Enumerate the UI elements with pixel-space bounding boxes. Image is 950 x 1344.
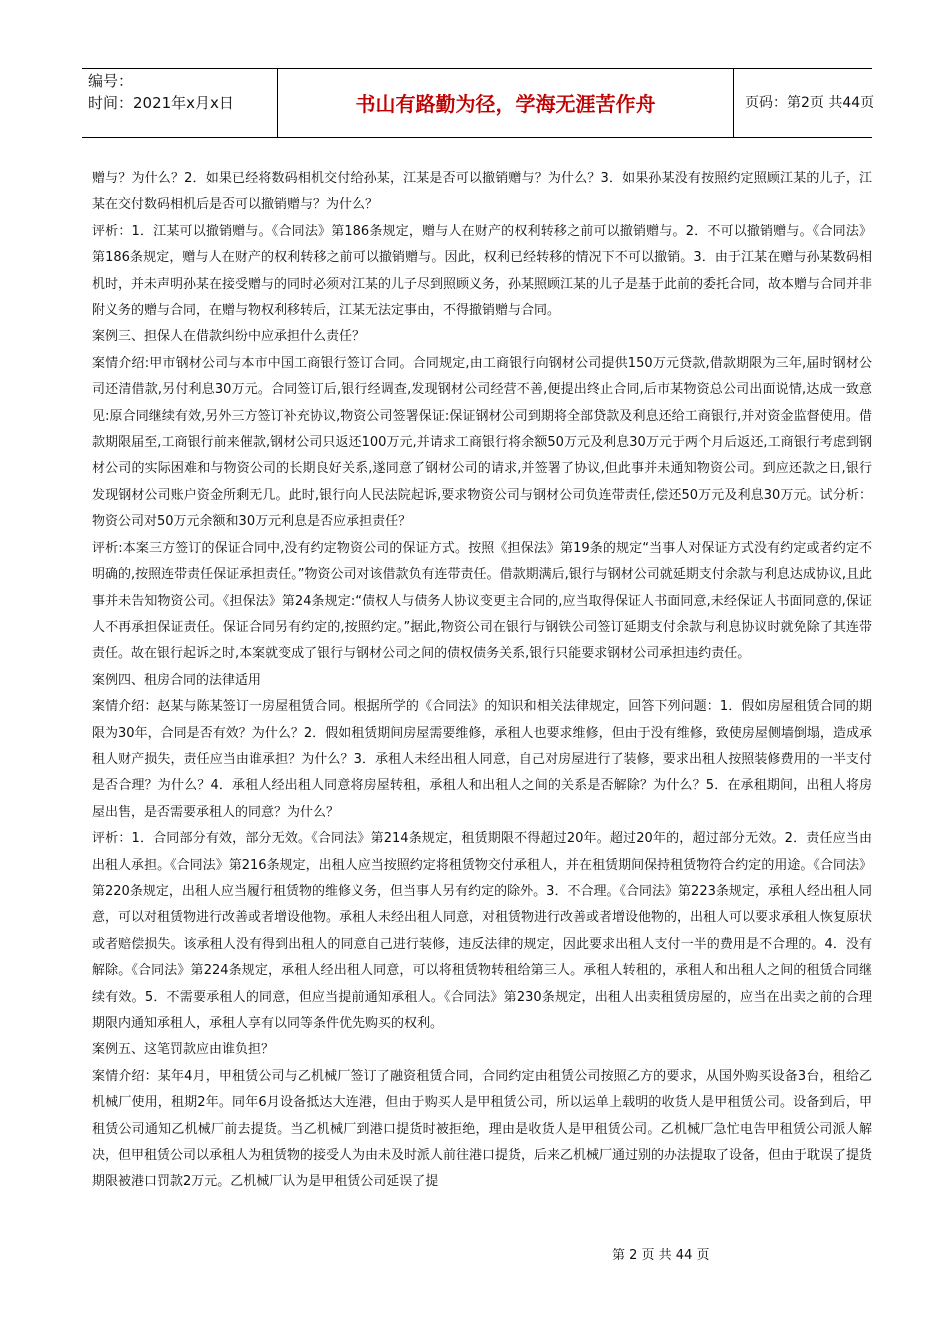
paragraph-case3-analysis: 评析:本案三方签订的保证合同中,没有约定物资公司的保证方式。按照《担保法》第19条的规定“当事人对保证方式没有约定或者约定不明确的,按照连带责任保证承担责任。”物资公司对该借款负有连带责任。借款期满后,银行与钢材公司就延期支付余款与利息达成协议,且此事并未告知物资公司。《担保法》第24条规定:“债权人与债务人协议变更主合同的,应当取得保证人书面同意,未经保证人书面同意的,保证人不再承担保证责任。保证合同另有约定的,按照约定。”据此,物资公司在银行与钢铁公司签订延期支付余款与利息协议时就免除了其连带责任。故在银行起诉之时,本案就变成了银行与钢材公司之间的债权债务关系,银行只能要求钢材公司承担违约责任。 — [92, 540, 872, 662]
header-page-info: 页码：第2页 共44页 — [745, 95, 875, 111]
page-footer: 第 2 页 共 44 页 — [612, 1248, 710, 1263]
paragraph-case3-facts: 案情介绍:甲市钢材公司与本市中国工商银行签订合同。合同规定,由工商银行向钢材公司提供150万元贷款,借款期限为三年,届时钢材公司还清借款,另付利息30万元。合同签订后,银行经调查,发现钢材公司经营不善,便提出终止合同,后市某物资总公司出面说情,达成一致意见:原合同继续有效,另外三方签订补充协议,物资公司签署保证:保证钢材公司到期将全部贷款及利息还给工商银行,并对资金监督使用。借款期限届至,工商银行前来催款,钢材公司只返还100万元,并请求工商银行将余额50万元及利息30万元于两个月后返还,工商银行考虑到钢材公司的实际困难和与物资公司的长期良好关系,遂同意了钢材公司的请求,并签署了协议,但此事并未通知物资公司。到应还款之日,银行发现钢材公司账户资金所剩无几。此时,银行向人民法院起诉,要求物资公司与钢材公司负连带责任,偿还50万元及利息30万元。试分析：物资公司对50万元余额和30万元利息是否应承担责任？ — [92, 355, 872, 530]
paragraph-case2-analysis: 评析：1．江某可以撤销赠与。《合同法》第186条规定，赠与人在财产的权利转移之前可以撤销赠与。2．不可以撤销赠与。《合同法》第186条规定，赠与人在财产的权利转移之前可以撤销赠与。因此，权利已经转移的情况下不可以撤销。3．由于江某在赠与孙某数码相机时，并未声明孙某在接受赠与的同时必须对江某的儿子尽到照顾义务，孙某照顾江某的儿子是基于此前的委托合同，故本赠与合同并非附义务的赠与合同，在赠与物权利移转后，江某无法定事由，不得撤销赠与合同。 — [92, 223, 873, 319]
heading-case3: 案例三、担保人在借款纠纷中应承担什么责任？ — [92, 329, 366, 345]
heading-case5: 案例五、这笔罚款应由谁负担？ — [92, 1042, 275, 1058]
header-meta-cell — [82, 69, 277, 137]
paragraph-case2-questions: 赠与？为什么？2．如果已经将数码相机交付给孙某，江某是否可以撤销赠与？为什么？3．如果孙某没有按照约定照顾江某的儿子，江某在交付数码相机后是否可以撤销赠与？为什么？ — [92, 171, 872, 213]
document-date-label: 时间：2021年x月x日 — [88, 94, 234, 112]
paragraph-case4-facts: 案情介绍：赵某与陈某签订一房屋租赁合同。根据所学的《合同法》的知识和相关法律规定，回答下列问题：1．假如房屋租赁合同的期限为30年，合同是否有效？为什么？2．假如租赁期间房屋需要维修，承租人也要求维修，但由于没有维修，致使房屋侧墙倒塌，造成承租人财产损失，责任应当由谁承担？为什么？3．承租人未经出租人同意，自己对房屋进行了装修，要求出租人按照装修费用的一半支付是否合理？为什么？4．承租人经出租人同意将房屋转租，承租人和出租人之间的关系是否解除？为什么？5．在承租期间，出租人将房屋出售，是否需要承租人的同意？为什么？ — [92, 699, 872, 820]
document-number-label: 编号： — [88, 72, 134, 90]
heading-case4: 案例四、租房合同的法律适用 — [92, 672, 262, 688]
header-motto-cell — [277, 69, 734, 137]
paragraph-case5-facts: 案情介绍：某年4月，甲租赁公司与乙机械厂签订了融资租赁合同，合同约定由租赁公司按照乙方的要求，从国外购买设备3台，租给乙机械厂使用，租期2年。同年6月设备抵达大连港，但由于购买人是甲租赁公司，所以运单上载明的收货人是甲租赁公司。设备到后，甲租赁公司通知乙机械厂前去提货。当乙机械厂到港口提货时被拒绝，理由是收货人是甲租赁公司。乙机械厂急忙电告甲租赁公司派人解决，但甲租赁公司以承租人为租赁物的接受人为由未及时派人前往港口提货，后来乙机械厂通过别的办法提取了设备，但由于耽误了提货期限被港口罚款2万元。乙机械厂认为是甲租赁公司延误了提 — [92, 1068, 873, 1190]
paragraph-case4-analysis: 评析：1．合同部分有效，部分无效。《合同法》第214条规定，租赁期限不得超过20年。超过20年的，超过部分无效。2．责任应当由出租人承担。《合同法》第216条规定，出租人应当按照约定将租赁物交付承租人，并在租赁期间保持租赁物符合约定的用途。《合同法》第220条规定，出租人应当履行租赁物的维修义务，但当事人另有约定的除外。3．不合理。《合同法》第223条规定，承租人经出租人同意，可以对租赁物进行改善或者增设他物。承租人未经出租人同意，对租赁物进行改善或者增设他物的，出租人可以要求承租人恢复原状或者赔偿损失。该承租人没有得到出租人的同意自己进行装修，违反法律的规定，因此要求出租人支付一半的费用是不合理的。4．没有解除。《合同法》第224条规定，承租人经出租人同意，可以将租赁物转租给第三人。承租人转租的，承租人和出租人之间的租赁合同继续有效。5．不需要承租人的同意，但应当提前通知承租人。《合同法》第230条规定，出租人出卖租赁房屋的，应当在出卖之前的合理期限内通知承租人，承租人享有以同等条件优先购买的权利。 — [92, 831, 873, 1031]
document-body — [92, 166, 872, 1196]
header-page-cell — [733, 69, 875, 137]
header-motto: 书山有路勤为径，学海无涯苦作舟 — [355, 92, 656, 116]
page-header — [82, 68, 875, 138]
